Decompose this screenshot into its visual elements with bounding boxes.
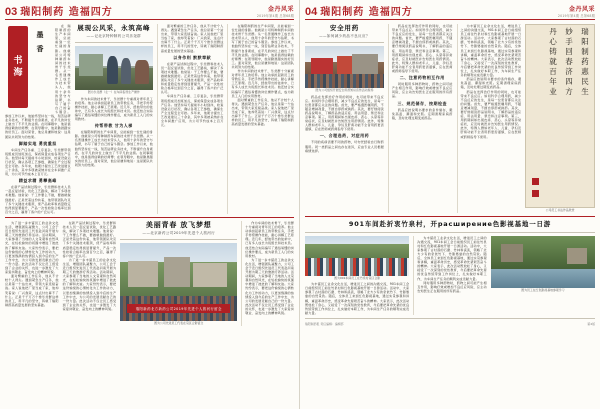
seal-char-1: 书 <box>13 55 23 66</box>
col4-body-2: 作为车间的技术骨干，乐尧群十分重视对青年员工的培养。他主动承担起新员工的带教任务，手把手传授操作技能，耐心讲解工艺原理。近几年，经他带出的徒弟中，已有多人成长为班组长和技术员。他还结合实际编写了通俗易懂的岗位操作要点，成为新员工入门的实用教材。 <box>231 69 295 98</box>
calli-char: 妙 <box>565 27 573 36</box>
bottom-col-photo <box>120 221 237 326</box>
trip-body-2: 为丰富员工业余文化生活，增进员工之间的沟通交流，901车间工会日前组织员工前往竹泉村和红色影视基地开展一日游活动。活动中，大家参观了古村落的石磨、竹林和溪流，领略了北方少有的泉依竹下、竹影婆娑的自然景致。随后，全体员工来到红色影视基地，通过实景参观和讲解，重温革命历史，感受革命先辈艰苦奋斗的精神。大家表示，此次活动既放松了身心，又接受了一次深刻的党性教育，今后要把革命先辈的优良传统带到工作岗位上，扎实做好本职工作，为车间生产任务的顺利完成贡献力量。 <box>417 235 487 281</box>
calli-char: 手 <box>565 37 573 46</box>
trip-col-photo-left <box>305 236 409 315</box>
bottom-body-3b: 为了进一步丰富员工的业余文化生活，增强团队凝聚力，公司工会于近日组织先进员工代表赴河南开展为期三天的旅游疗养活动。活动期间，大家参观了当地的人文景观和自然风光，在轻松愉快的氛围中增进了彼此的了解和友谊。大家纷纷表示，要把这份愉悦的心情转化为工作的动力，以更加饱满的热情投入到今后的生产工作中去，为公司的发展贡献自己的一份力量。此次活动不仅让员工感受到了企业的关怀，也进一步激发了大家爱岗敬业、奋发向上的精神风貌。 <box>245 257 294 315</box>
column-4 <box>227 24 294 214</box>
lead-photo <box>75 46 153 90</box>
lead-body-part1: 在瑞阳制药的生产车间里，总能看到一位忙碌的身影。他就是公司特种制药车间的技术骨干乐尧群。从一名普通操作工成长为技术带头人，他用十余年的坚守与钻研，书写了属于自己的奋斗篇章。参加工作以来，他始终坚持在一线，刻苦钻研业务技术，不断提升自身素质，在平凡的岗位上做出了不平凡的业绩。在同事眼中，他是值得信赖的好师傅；在领导眼中，他是勤恳踏实的好员工。面对荣誉，他总是谦和地说：这是团队共同努力的结果。 <box>5 24 71 139</box>
section-title-2: 精益求精 勇攀高峰 <box>18 178 57 184</box>
r2-body-1: 药品在发挥治疗作用的同时，也可能带来不良反应。如何科学合理用药，减少不良反应的发生，是每一位患者都应关注的问题。首先，要严格遵医嘱用药，不随意增减剂量，不擅自停药或换药。其次，要仔细阅读药品说明书，了解药品的适应症、用法用量、禁忌和注意事项。第三，用药期间如出现皮疹、恶心、头晕等异常症状，应及时就医并告知医生用药情况。此外，特殊人群如老年人、儿童、孕妇及肝肾功能不全者用药更需谨慎，应在医师或药师指导下使用。 <box>391 24 453 74</box>
left-top-region <box>5 24 294 214</box>
ink-char-2: 香 <box>36 45 44 53</box>
r-column-3 <box>457 24 522 213</box>
trip-body-1: 为丰富员工业余文化生活，增进员工之间的沟通交流，901车间工会日前组织员工前往竹泉村和红色影视基地开展一日游活动。活动中，大家参观了古村落的石磨、竹林和溪流，领略了北方少有的泉依竹下、竹影婆娑的自然景致。随后，全体员工来到红色影视基地，通过实景参观和讲解，重温革命历史，感受革命先辈艰苦奋斗的精神。大家表示，此次活动既放松了身心，又接受了一次深刻的党性教育，今后要把革命先辈的优良传统带到工作岗位上，扎实做好本职工作，为车间生产任务的顺利完成贡献力量。 <box>305 282 410 315</box>
safety-headline: 安全用药 <box>329 24 360 32</box>
calligraphy-column-3 <box>548 28 558 204</box>
trip-photo-2 <box>491 236 595 288</box>
col3-body-2: 在新产品试制过程中，乐尧群和技术人员一起反复试验，优化工艺路线，解决了多项技术难题。他常说：干工作要么不做，要做就做到最好。正是凭着这份执着，他带领团队攻克了多个关键技术瓶颈，使产品收率和质量稳定性得到显著提升，产品一次性检验合格率达到百分之百，赢得了客户的广泛认可。 <box>160 61 224 95</box>
masthead-right <box>305 4 595 20</box>
masthead-left <box>5 4 294 20</box>
bottom-subhead: ——北京新药公司2019年先进个人旅河行 <box>142 230 216 235</box>
bottom-body-2: 在新产品试制过程中，乐尧群和技术人员一起反复试验，优化工艺路线，解决了多项技术难题。他常说：干工作要么不做，要做就做到最好。正是凭着这份执着，他带领团队攻克了多个关键技术瓶颈，使产品收率和质量稳定性得到显著提升，产品一次性检验合格率达到百分之百，赢得了客户的广泛认可。 <box>62 220 117 258</box>
seal-ink-chars <box>29 30 51 100</box>
footer-right: 第4版 <box>587 321 595 326</box>
calli-char: 百 <box>549 67 557 76</box>
calli-char: 惠 <box>581 67 589 76</box>
page-04 <box>300 0 600 409</box>
artist-seal-icon <box>532 178 539 185</box>
seal-char-2: 海 <box>13 67 23 78</box>
r3-body-3: 药品在发挥治疗作用的同时，也可能带来不良反应。如何科学合理用药，减少不良反应的发生，是每一位患者都应关注的问题。首先，要严格遵医嘱用药，不随意增减剂量，不擅自停药或换药。其次，要仔细阅读药品说明书，了解药品的适应症、用法用量、禁忌和注意事项。第三，用药期间如出现皮疹、恶心、头晕等异常症状，应及时就医并告知医生用药情况。此外，特殊人群如老年人、儿童、孕妇及肝肾功能不全者用药更需谨慎，应在医师或药师指导下使用。 <box>460 89 522 139</box>
safety-subhead: ——如何减少药品不良反应？ <box>319 34 370 38</box>
r-column-2 <box>388 24 453 213</box>
calligraphy-column-2 <box>564 28 574 204</box>
trip-col-text <box>413 236 487 315</box>
right-bottom-article <box>305 220 595 326</box>
safety-point-title-3: 三、规范储存，按期检查 <box>397 100 447 106</box>
bottom-body-1: 为了进一步丰富员工的业余文化生活，增强团队凝聚力，公司工会于近日组织先进员工代表赴河南开展为期三天的旅游疗养活动。活动期间，大家参观了当地的人文景观和自然风光，在轻松愉快的氛围中增进了彼此的了解和友谊。大家纷纷表示，要把这份愉悦的心情转化为工作的动力，以更加饱满的热情投入到今后的生产工作中去，为公司的发展贡献自己的一份力量。此次活动不仅让员工感受到了企业的关怀，也进一步激发了大家爱岗敬业、奋发向上的精神风貌。 <box>5 220 59 275</box>
col2-body-2: 在瑞阳制药的生产车间里，总能看到一位忙碌的身影。他就是公司特种制药车间的技术骨干乐尧群。从一名普通操作工成长为技术带头人，他用十余年的坚守与钻研，书写了属于自己的奋斗篇章。参加工作以来，他始终坚持在一线，刻苦钻研业务技术，不断提升自身素质，在平凡的岗位上做出了不平凡的业绩。在同事眼中，他是值得信赖的好师傅；在领导眼中，他是勤恳踏实的好员工。面对荣誉，他总是谦和地说：这是团队共同努力的结果。 <box>74 130 153 167</box>
trip-headline: 901车间赴折衷竹泉村，开расширение色影视基地一日游 <box>348 219 552 228</box>
trip-caption-1: 图为901车间员工在竹泉村景区合影 <box>334 275 381 280</box>
calli-char: 丹 <box>549 27 557 36</box>
bottom-body-2b: 为了进一步丰富员工的业余文化生活，增强团队凝聚力，公司工会于近日组织先进员工代表赴河南开展为期三天的旅游疗养活动。活动期间，大家参观了当地的人文景观和自然风光，在轻松愉快的氛围中增进了彼此的了解和友谊。大家纷纷表示，要把这份愉悦的心情转化为工作的动力，以更加饱满的热情投入到今后的生产工作中去，为公司的发展贡献自己的一份力量。此次活动不仅让员工感受到了企业的关怀，也进一步激发了大家爱岗敬业、奋发向上的精神风貌。 <box>62 257 117 311</box>
r-column-calligraphy <box>525 24 595 213</box>
right-top-region <box>305 24 595 213</box>
safety-point-body-1: 不同的疾病需要不同的药物，切勿凭经验自行购药服用。同一类药品之间也存在差异，应由专业人员根据病情选择。 <box>305 140 384 153</box>
safety-point-title-2: 二、注意药物相互作用 <box>399 75 445 81</box>
column-3 <box>157 24 224 214</box>
calli-char: 就 <box>549 57 557 66</box>
left-bottom-article <box>5 221 294 326</box>
calli-char: 生 <box>581 87 589 96</box>
calli-char: 年 <box>549 77 557 86</box>
col2-body: 作为车间的技术骨干，乐尧群十分重视对青年员工的培养。他主动承担起新员工的带教任务，手把手传授操作技能，耐心讲解工艺原理。近几年，经他带出的徒弟中，已有多人成长为班组长和技术员。他还结合实际编写了通俗易懂的岗位操作要点，成为新员工入门的实用教材。 <box>74 96 153 122</box>
r3-body-2: 药品应按说明书要求的条件储存，避免高温、潮湿和光照。定期清理家庭药箱，及时处理过期变质药品。 <box>460 77 522 90</box>
section-body-1: 车间生产任务重、工序复杂，乐尧群带领班组成员加班加点，保质保量完成各项生产任务。他坚持每天提前半小时到岗，检查设备运行状况，确认各项工艺参数，确保生产全过程安全可控。多年来，他累计提出工艺改进建议三十余条，其中多项被采纳并在全车间推广应用，为公司节约成本上百万元。 <box>5 147 71 177</box>
footer-left: 瑞阳制药报 责任编辑：编辑部 <box>305 321 344 326</box>
safety-point-body-3: 药品应按说明书要求的条件储存，避免高温、潮湿和光照。定期清理家庭药箱，及时处理过期变质药品。 <box>391 107 453 120</box>
r-column-1 <box>305 24 384 213</box>
page-footer <box>305 322 595 326</box>
brand-logo-right: 金丹风采 <box>568 6 595 13</box>
column-1 <box>5 24 71 214</box>
brand-logo: 金丹风采 <box>267 6 294 13</box>
section-title-right: 瑞阳制药 造福四方 <box>320 7 413 18</box>
lead-headline: 展现公风采，永筑高峰 <box>77 24 151 32</box>
calli-char: 四 <box>565 77 573 86</box>
issue-meta-right: 2019年第4期 总第68期 <box>557 14 595 18</box>
calli-char: 制 <box>581 47 589 56</box>
calli-char: 铸 <box>549 47 557 56</box>
section-body-2: 在新产品试制过程中，乐尧群和技术人员一起反复试验，优化工艺路线，解决了多项技术难题。他常说：干工作要么不做，要做就做到最好。正是凭着这份执着，他带领团队攻克了多个关键技术瓶颈，使产品收率和质量稳定性得到显著提升，产品一次性检验合格率达到百分之百，赢得了客户的广泛认可。 <box>5 185 71 214</box>
column-2 <box>75 24 153 214</box>
col4-body-3: 面对繁重的工作任务，他从不计较个人得失。遇到紧急生产任务，他总是第一个站出来，带领大家连续奋战。家人说他把厂里当成了家，他却笑着说：厂兴我荣，这点付出算不了什么。正是千千万万个像乐尧群这样的员工，用平凡的坚守，铸就了瑞阳制药高质量发展的坚实基础。 <box>231 97 295 127</box>
section-title-1: 脚踏实地 勇挑重担 <box>18 140 57 146</box>
bottom-headline: 美丽青春 放飞梦想 <box>145 220 212 229</box>
calli-char: 药 <box>581 57 589 66</box>
bottom-body-1b: 面对繁重的工作任务，他从不计较个人得失。遇到紧急生产任务，他总是第一个站出来，带领大家连续奋战。家人说他把厂里当成了家，他却笑着说：厂兴我荣，这点付出算不了什么。正是千千万万个像乐尧群这样的员工，用平凡的坚守，铸就了瑞阳制药高质量发展的坚实基础。 <box>5 274 59 307</box>
calli-char: 瑞 <box>581 27 589 36</box>
trip-caption-2: 图为员工在红色影视基地参观学习 <box>521 287 565 292</box>
trip-col-photo-right <box>491 236 595 315</box>
section-title-4: 以身作则 默默奉献 <box>173 54 212 60</box>
photo-banner: 瑞阳新药北方新药公司2019年先进个人旅河行留念 <box>127 304 230 313</box>
calli-char: 春 <box>565 57 573 66</box>
trip-body-2b: 同时服用多种药物时，药物之间可能产生相互作用，影响疗效或增加不良反应风险，应主动告知医生正在服用的所有药品。 <box>417 280 487 293</box>
safety-photo-caption: 图为公司组织开展安全用药知识宣传活动现场 <box>315 88 374 92</box>
group-photo-caption: 图为公司先进员工代表在景区合影留念 <box>154 320 204 325</box>
ink-char-1: 墨 <box>36 31 44 39</box>
safety-photo <box>305 46 384 88</box>
page-number: 03 <box>5 6 18 18</box>
calli-char: 回 <box>565 47 573 56</box>
calli-char: 阳 <box>581 37 589 46</box>
calligraphy-column-1 <box>580 28 590 204</box>
calli-char: 方 <box>565 87 573 96</box>
seal-red-banner <box>8 26 28 108</box>
bottom-body-3: 作为车间的技术骨干，乐尧群十分重视对青年员工的培养。他主动承担起新员工的带教任务，手把手传授操作技能，耐心讲解工艺原理。近几年，经他带出的徒弟中，已有多人成长为班组长和技术员。他还结合实际编写了通俗易懂的岗位操作要点，成为新员工入门的实用教材。 <box>245 220 294 258</box>
lead-subhead: ——记北京特种制药公司乐尧群 <box>86 34 142 38</box>
calligraphy-caption: 公司员工书法作品欣赏 <box>545 208 575 212</box>
bottom-col-2 <box>63 221 117 326</box>
trip-photo-1 <box>305 236 409 276</box>
safety-body: 药品在发挥治疗作用的同时，也可能带来不良反应。如何科学合理用药，减少不良反应的发生，是每一位患者都应关注的问题。首先，要严格遵医嘱用药，不随意增减剂量，不擅自停药或换药。其次，要仔细阅读药品说明书，了解药品的适应症、用法用量、禁忌和注意事项。第三，用药期间如出现皮疹、恶心、头晕等异常症状，应及时就医并告知医生用药情况。此外，特殊人群如老年人、儿童、孕妇及肝肾功能不全者用药更需谨慎，应在医师或药师指导下使用。 <box>305 94 384 132</box>
page-number-right: 04 <box>305 6 318 18</box>
calli-char: 心 <box>549 37 557 46</box>
col3-body-1: 面对繁重的工作任务，他从不计较个人得失。遇到紧急生产任务，他总是第一个站出来，带领大家连续奋战。家人说他把厂里当成了家，他却笑着说：厂兴我荣，这点付出算不了什么。正是千千万万个像乐尧群这样的员工，用平凡的坚守，铸就了瑞阳制药高质量发展的坚实基础。 <box>160 24 224 53</box>
calli-char: 业 <box>549 87 557 96</box>
r3-body-1: 为丰富员工业余文化生活，增进员工之间的沟通交流，901车间工会日前组织员工前往竹泉村和红色影视基地开展一日游活动。活动中，大家参观了古村落的石磨、竹林和溪流，领略了北方少有的泉依竹下、竹影婆娑的自然景致。随后，全体员工来到红色影视基地，通过实景参观和讲解，重温革命历史，感受革命先辈艰苦奋斗的精神。大家表示，此次活动既放松了身心，又接受了一次深刻的党性教育，今后要把革命先辈的优良传统带到工作岗位上，扎实做好本职工作，为车间生产任务的顺利完成贡献力量。 <box>460 24 522 78</box>
issue-meta: 2019年第4期 总第68期 <box>256 14 294 18</box>
lead-photo-caption: 图为乐尧群（左一）在车间指导生产操作 <box>87 90 140 94</box>
calligraphy-artwork <box>525 24 595 208</box>
col3-body-3: 车间生产任务重、工序复杂，乐尧群带领班组成员加班加点，保质保量完成各项生产任务。他坚持每天提前半小时到岗，检查设备运行状况，确认各项工艺参数，确保生产全过程安全可控。多年来，他累计提出工艺改进建议三十余条，其中多项被采纳并在全车间推广应用，为公司节约成本上百万元。 <box>160 94 224 128</box>
section-title-3: 传帮带教 甘为人梯 <box>94 123 133 129</box>
bottom-col-1 <box>5 221 59 326</box>
group-photo <box>120 243 237 321</box>
calli-char: 民 <box>581 77 589 86</box>
section-title: 瑞阳制药 造福四方 <box>20 7 113 18</box>
safety-point-body-2: 同时服用多种药物时，药物之间可能产生相互作用，影响疗效或增加不良反应风险，应主动告知医生正在服用的所有药品。 <box>391 82 453 99</box>
col4-body-1: 在瑞阳制药的生产车间里，总能看到一位忙碌的身影。他就是公司特种制药车间的技术骨干乐尧群。从一名普通操作工成长为技术带头人，他用十余年的坚守与钻研，书写了属于自己的奋斗篇章。参加工作以来，他始终坚持在一线，刻苦钻研业务技术，不断提升自身素质，在平凡的岗位上做出了不平凡的业绩。在同事眼中，他是值得信赖的好师傅；在领导眼中，他是勤恳踏实的好员工。面对荣誉，他总是谦和地说：这是团队共同努力的结果。 <box>231 24 295 69</box>
right-page-divider <box>305 216 595 217</box>
left-page-divider <box>5 217 294 218</box>
safety-point-title-1: 一、合理选药，对症用药 <box>319 133 370 139</box>
calli-char: 济 <box>565 67 573 76</box>
decorative-seal-art <box>5 24 51 110</box>
artist-seal-icon <box>532 190 539 197</box>
bottom-col-3 <box>241 221 294 326</box>
